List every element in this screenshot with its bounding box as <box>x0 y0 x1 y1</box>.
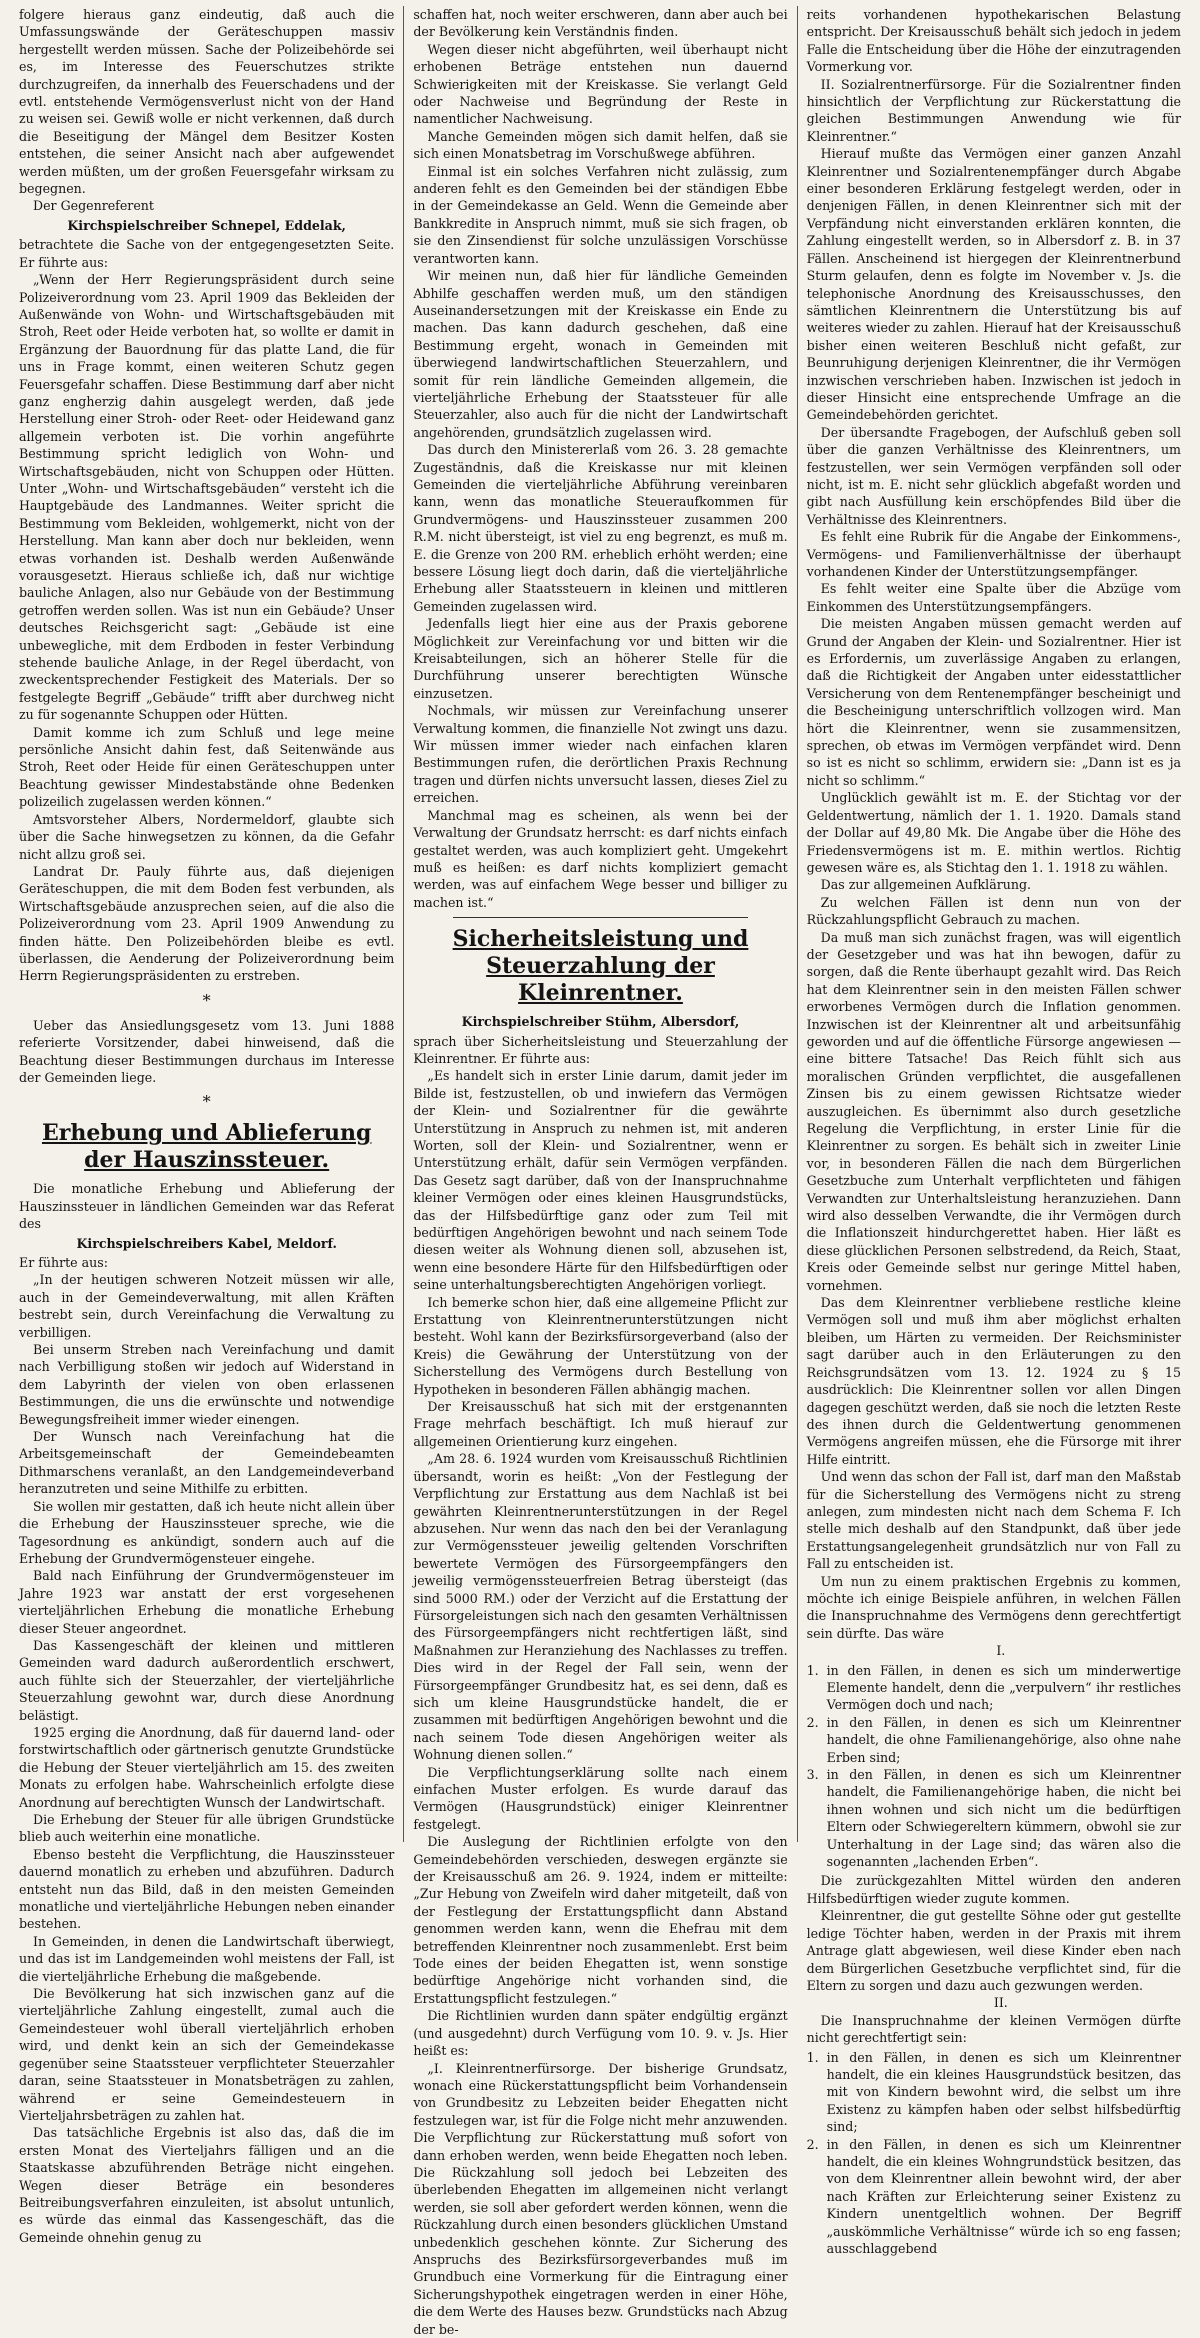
list-item <box>807 1714 1181 1766</box>
paragraph: Manchmal mag es scheinen, als wenn bei der Verwaltung der Grundsatz herrscht: es darf nichts einfach gestaltet werden, was auch kompliziert geht. Umgekehrt muß es heißen: es darf nichts kompliziert gemacht werden, was auf einfachem Wege besser und billiger zu machen ist.“ <box>413 807 787 911</box>
paragraph: Das Kassengeschäft der kleinen und mittleren Gemeinden ward dadurch außerordentlich erschwert, auch fühlte sich der Steuerzahler, der vierteljährliche Steuerzahlung gewohnt war, durch diese Anordnung belästigt. <box>19 1637 394 1724</box>
paragraph: reits vorhandenen hypothekarischen Belastung entspricht. Der Kreisausschuß behält sich jedoch in jedem Falle die Entscheidung über die Höhe der einzutragenden Vormerkung vor. <box>807 6 1181 76</box>
paragraph: Ebenso besteht die Verpflichtung, die Hauszinssteuer dauernd monatlich zu erheben und abzuführen. Dadurch entsteht nun das Bild, daß in den meisten Gemeinden monatliche und vierteljährliche Hebungen neben einander bestehen. <box>19 1846 394 1933</box>
paragraph: Manche Gemeinden mögen sich damit helfen, daß sie sich einen Monatsbetrag im Vorschußwege abführen. <box>413 128 787 163</box>
paragraph: Das durch den Ministererlaß vom 26. 3. 28 gemachte Zugeständnis, daß die Kreiskasse nur mit kleinen Gemeinden die vierteljährliche Abführung vereinbaren kann, wenn das monatliche Steueraufkommen für Grundvermögens- und Hauszinssteuer zusammen 200 R.M. nicht übersteigt, ist viel zu eng begrenzt, es muß m. E. die Grenze von 200 RM. erheblich erhöht werden; eine bessere Lösung liegt doch darin, daß die vierteljährliche Erhebung aller Staatssteuern in kleinen und mittleren Gemeinden zugelassen wird. <box>413 441 787 615</box>
list-item <box>807 1662 1181 1714</box>
speaker-name: Kirchspielschreibers Kabel, Meldorf. <box>19 1235 394 1252</box>
paragraph: Hierauf mußte das Vermögen einer ganzen Anzahl Kleinrentner und Sozialrentenempfänger durch Abgabe einer besonderen Erklärung festgelegt werden, oder in denjenigen Fällen, in denen Kleinrentner sich mit der Verpfändung nicht einverstanden erklären konnten, die Zahlung eingestellt werden, so in Albersdorf z. B. in 37 Fällen. Anscheinend ist hiergegen der Kleinrentnerbund Sturm gelaufen, denn es folgte im November v. Js. die telephonische Anordnung des Kreisausschusses, den sämtlichen Kleinrentnern die Unterstützung bis auf weiteres wieder zu zahlen. Hierauf hat der Kreisausschuß bisher einen weiteren Beschluß nicht gefaßt, zur Beunruhigung derjenigen Kleinrentner, die ihr Vermögen inzwischen verschrieben haben. Inzwischen ist jedoch in dieser Hinsicht eine entsprechende Umfrage an die Gemeindebehörden gerichtet. <box>807 145 1181 424</box>
paragraph: betrachtete die Sache von der entgegengesetzten Seite. Er führte aus: <box>19 236 394 271</box>
paragraph: Nochmals, wir müssen zur Vereinfachung unserer Verwaltung kommen, die finanzielle Not zwingt uns dazu. Wir müssen immer wieder nach einfachen klaren Bestimmungen rufen, die derörtlichen Praxis Rechnung tragen und dürfen nichts unversucht lassen, dieses Ziel zu erreichen. <box>413 702 787 806</box>
paragraph: Wir meinen nun, daß hier für ländliche Gemeinden Abhilfe geschaffen werden muß, um den ständigen Auseinandersetzungen mit der Kreiskasse ein Ende zu machen. Das kann dadurch geschehen, daß eine Bestimmung ergeht, wonach in Gemeinden mit überwiegend landwirtschaftlichen Steuerzahlern, und somit für rein ländliche Gemeinden allgemein, die vierteljährliche Erhebung der Staatssteuer für alle Steuerzahler, also auch für die nicht der Landwirtschaft angehörenden, grundsätzlich zugelassen wird. <box>413 267 787 441</box>
paragraph: „Wenn der Herr Regierungspräsident durch seine Polizeiverordnung vom 23. April 1909 das Bekleiden der Außenwände von Wohn- und Wirtschaftsgebäuden mit Stroh, Reet oder Heide verboten hat, so wollte er damit in Ergänzung der Bauordnung für das platte Land, die für uns in Frage kommt, einen weiteren Schutz gegen Feuersgefahr schaffen. Diese Bestimmung darf aber nicht ganz engherzig dahin ausgelegt werden, daß jede Herstellung einer Stroh- oder Reet- oder Heidewand ganz allgemein verboten ist. Die vorhin angeführte Bestimmung spricht lediglich von Wohn- und Wirtschaftsgebäuden, nicht von Schuppen oder Hütten. Unter „Wohn- und Wirtschaftsgebäuden“ versteht ich die Hauptgebäude des Landmannes. Weiter spricht die Bestimmung vom Bekleiden, wohlgemerkt, nicht von der Herstellung. Man kann aber doch nur bekleiden, wenn etwas vorhanden ist. Deshalb werden Außenwände vorausgesetzt. Hieraus schließe ich, daß nur wichtige bauliche Anlagen, also nur Gebäude von der Bestimmung getroffen werden sollen. Was ist nun ein Gebäude? Unser deutsches Reichsgericht sagt: „Gebäude ist eine unbewegliche, mit dem Erdboden in fester Verbindung stehende bauliche Anlage, in der Regel überdacht, von zweckentsprechender Festigkeit des Materials. Der so festgelegte Begriff „Gebäude“ trifft aber durchweg nicht zu für sogenannte Schuppen oder Hütten. <box>19 271 394 724</box>
numbered-list <box>807 1662 1181 1871</box>
list-text: in den Fällen, in denen es sich um Kleinrentner handelt, die ohne Familienangehörige, also ohne nahe Erben sind; <box>827 1714 1181 1766</box>
paragraph: Der Gegenreferent <box>19 197 394 214</box>
paragraph: Wegen dieser nicht abgeführten, weil überhaupt nicht erhobenen Beträge entstehen nun dauernd Schwierigkeiten mit der Kreiskasse. Sie verlangt Geld oder Nachweise und Begründung der Reste in namentlicher Nachweisung. <box>413 41 787 128</box>
paragraph: Zu welchen Fällen ist denn nun von der Rückzahlungspflicht Gebrauch zu machen. <box>807 894 1181 929</box>
list-item <box>807 2049 1181 2136</box>
paragraph: Landrat Dr. Pauly führte aus, daß diejenigen Geräteschuppen, die mit dem Boden fest verbunden, als Wirtschaftsgebäude anzusprechen seien, auf die also die Polizeiverordnung vom 23. April 1909 Anwendung zu finden hätte. Den Polizeibehörden bleibe es evtl. überlassen, die Aenderung der Polizeiverordnung beim Herrn Regierungspräsidenten zu erstreben. <box>19 863 394 985</box>
paragraph: Das zur allgemeinen Aufklärung. <box>807 876 1181 893</box>
column-3 <box>797 6 1190 1842</box>
speaker-name: Kirchspielschreiber Schnepel, Eddelak, <box>19 217 394 234</box>
paragraph: Der Kreisausschuß hat sich mit der erstgenannten Frage mehrfach beschäftigt. Ich muß hierauf zur allgemeinen Orientierung kurz eingehen. <box>413 1398 787 1450</box>
list-item <box>807 1766 1181 1870</box>
paragraph: Ich bemerke schon hier, daß eine allgemeine Pflicht zur Erstattung von Kleinrentnerunterstützungen nicht besteht. Wohl kann der Bezirksfürsorgeverband (also der Kreis) die Gewährung der Unterstützung von der Sicherstellung des Vermögens durch Bestellung von Hypotheken in besonderen Fällen abhängig machen. <box>413 1294 787 1398</box>
paragraph: Und wenn das schon der Fall ist, darf man den Maßstab für die Sicherstellung des Vermögens nicht zu streng anlegen, zum mindesten nicht nach dem Schema F. Ich stelle mich deshalb auf den Standpunkt, daß über jede Erstattungsangelegenheit grundsätzlich nur von Fall zu Fall zu entscheiden ist. <box>807 1468 1181 1572</box>
paragraph: Damit komme ich zum Schluß und lege meine persönliche Ansicht dahin fest, daß Seitenwände aus Stroh, Reet oder Heide für einen Geräteschuppen unter Beachtung gewisser Mindestabstände ohne Bedenken polizeilich zugelassen werden können.“ <box>19 724 394 811</box>
paragraph: „In der heutigen schweren Notzeit müssen wir alle, auch in der Gemeindeverwaltung, mit allen Kräften bestrebt sein, durch Vereinfachung die Verwaltung zu verbilligen. <box>19 1271 394 1341</box>
list-number: 3. <box>807 1766 827 1870</box>
paragraph: Die zurückgezahlten Mittel würden den anderen Hilfsbedürftigen wieder zugute kommen. <box>807 1872 1181 1907</box>
paragraph: Das tatsächliche Ergebnis ist also das, daß die im ersten Monat des Vierteljahrs fälligen und an die Staatskasse abzuführenden Beträge nicht eingehen. Wegen dieser Beträge ein besonderes Beitreibungsverfahren einzuleiten, ist absolut untunlich, es würde das einmal das Kassengeschäft, das die Gemeinde ohnehin genug zu <box>19 2124 394 2246</box>
paragraph: folgere hieraus ganz eindeutig, daß auch die Umfassungswände der Geräteschuppen massiv hergestellt werden müssen. Sache der Polizeibehörde sei es, im Interesse des Feuerschutzes strikte durchzugreifen, da innerhalb des Feuerschadens und der evtl. entstehende Vermögensverlust nicht von der Hand zu weisen sei. Gewiß wolle er nicht verkennen, daß durch die Beseitigung der Mängel dem Besitzer Kosten entstehen, die seiner Ansicht nach aber aufgewendet werden müßten, um der großen Feuersgefahr wirksam zu begegnen. <box>19 6 394 197</box>
paragraph: Ueber das Ansiedlungsgesetz vom 13. Juni 1888 referierte Vorsitzender, dabei hinweisend, daß die Beachtung dieser Bestimmungen durchaus im Interesse der Gemeinden liege. <box>19 1017 394 1087</box>
paragraph: Die Auslegung der Richtlinien erfolgte von den Gemeindebehörden verschieden, deswegen ergänzte sie der Kreisausschuß am 26. 9. 1924, indem er mitteilte: „Zur Hebung von Zweifeln wird daher mitgeteilt, daß von der Festlegung der Erstattungspflicht dann Abstand genommen werden kann, wenn die Ehefrau mit dem betreffenden Kleinrentner noch zusammenlebt. Erst beim Tode eines der beiden Ehegatten ist, wenn sonstige bedürftige Angehörige nicht vorhanden sind, die Erstattungspflicht festzulegen.“ <box>413 1833 787 2007</box>
paragraph: Bei unserm Streben nach Vereinfachung und damit nach Verbilligung stoßen wir jedoch auf Widerstand in dem Labyrinth der vielen von oben erlassenen Bestimmungen, die uns die erwünschte und notwendige Bewegungsfreiheit immer wieder einengen. <box>19 1341 394 1428</box>
list-item <box>807 2136 1181 2258</box>
paragraph: Es fehlt weiter eine Spalte über die Abzüge vom Einkommen des Unterstützungsempfängers. <box>807 580 1181 615</box>
paragraph: Der Wunsch nach Vereinfachung hat die Arbeitsgemeinschaft der Gemeindebeamten Dithmarschens veranlaßt, an den Landgemeindeverband heranzutreten und seine Mithilfe zu erbitten. <box>19 1428 394 1498</box>
column-1 <box>10 6 403 1842</box>
paragraph: Die Bevölkerung hat sich inzwischen ganz auf die vierteljährliche Zahlung eingestellt, zumal auch die Gemeindesteuer wohl überall vierteljährlich erhoben wird, und denkt kein an sich der Gemeindekasse gegenüber seine Staatssteuer verpflichteter Steuerzahler daran, seine Staatssteuer in Monatsbeträgen zu zahlen, während er seine Gemeindesteuern in Vierteljahrsbeträgen zu zahlen hat. <box>19 1985 394 2124</box>
list-text: in den Fällen, in denen es sich um Kleinrentner handelt, die ein kleines Hausgrundstück besitzen, das mit von Kindern bewohnt wird, die selbst um ihre Existenz zu kämpfen haben oder selbst hilfsbedürftig sind; <box>827 2049 1181 2136</box>
paragraph: Unglücklich gewählt ist m. E. der Stichtag vor der Geldentwertung, nämlich der 1. 1. 1920. Damals stand der Dollar auf 49,80 Mk. Die Angabe über die Höhe des Friedensvermögens ist m. E. mithin wertlos. Richtig gewesen wäre es, als Stichtag den 1. 1. 1918 zu wählen. <box>807 789 1181 876</box>
paragraph: „I. Kleinrentnerfürsorge. Der bisherige Grundsatz, wonach eine Rückerstattungspflicht beim Vorhandensein von Grundbesitz zu Lebzeiten beider Ehegatten nicht festzulegen war, ist für die Folge nicht mehr anzuwenden. Die Verpflichtung zur Rückerstattung muß sofort von dann erhoben werden, wenn beide Ehegatten noch leben. Die Rückzahlung soll jedoch bei Lebzeiten des überlebenden Ehegatten im allgemeinen nicht verlangt werden, sie soll aber gefordert werden können, wenn die Rückzahlung durch einen besonders glücklichen Umstand unbedenklich geschehen könnte. Zur Sicherung des Anspruchs des Bezirksfürsorgeverbandes muß im Grundbuch eine Vormerkung für die Eintragung einer Sicherungshypothek eingetragen werden in einer Höhe, die dem Werte des Hauses bezw. Grundstücks nach Abzug der be- <box>413 2060 787 2338</box>
paragraph: Bald nach Einführung der Grundvermögensteuer im Jahre 1923 war anstatt der erst vorgesehenen vierteljährlichen Erhebung die monatliche Erhebung dieser Steuer angeordnet. <box>19 1567 394 1637</box>
paragraph: II. Sozialrentnerfürsorge. Für die Sozialrentner finden hinsichtlich der Verpflichtung zur Rückerstattung die gleichen Bestimmungen Anwendung wie für Kleinrentner.“ <box>807 76 1181 146</box>
paragraph: Da muß man sich zunächst fragen, was will eigentlich der Gesetzgeber und was hat ihn bewogen, dafür zu sorgen, daß die Rente überhaupt gezahlt wird. Das Reich hat dem Kleinrentner sein in den meisten Fällen schwer erworbenes Vermögen durch die Inflation genommen. Inzwischen ist der Kleinrentner alt und arbeitsunfähig geworden und auf die öffentliche Fürsorge angewiesen — eine bittere Tatsache! Das Reich fühlt sich aus moralischen Gründen verpflichtet, die ausgefallenen Zinsen bis zu einem gewissen Richtsatze wieder auszugleichen. Es übernimmt also durch gesetzliche Regelung die Verpflichtung, in erster Linie für die Kleinrentner zu sorgen. Es behält sich in zweiter Linie vor, in besonderen Fällen die nach dem Bürgerlichen Gesetzbuche zum Unterhalt verpflichteten und fähigen Verwandten zur Unterhaltsleistung heranzuziehen. Dann wird also desselben Verwandte, die ihr Vermögen durch die Inflationszeit hindurchgerettet haben. Hier läßt es diese glücklichen Personen selbstredend, da Reich, Staat, Kreis oder Gemeinde selbst nur geringe Mittel haben, vornehmen. <box>807 929 1181 1295</box>
article-heading: Erhebung und Ablieferung der Hauszinssteuer. <box>19 1120 394 1174</box>
paragraph: „Am 28. 6. 1924 wurden vom Kreisausschuß Richtlinien übersandt, worin es heißt: „Von der Festlegung der Verpflichtung zur Erstattung aus dem Nachlaß ist bei gewährten Kleinrentnerunterstützungen in der Regel abzusehen. Nur wenn das nach den bei der Veranlagung zur Vermögenssteuer jeweilig geltenden Vorschriften bewertete Vermögen des Fürsorgeempfängers den jeweilig vermögenssteuerfreien Betrag übersteigt (das sind 5000 RM.) oder der Verzicht auf die Erstattung der Fürsorgeleistungen sich nach den gesamten Verhältnissen des Fürsorgeempfängers nicht rechtfertigen läßt, sind Maßnahmen zur Heranziehung des Nachlasses zu treffen. Dies wird in der Regel der Fall sein, wenn der Fürsorgeempfänger Grundbesitz hat, es sei denn, daß es sich um kleine Hausgrundstücke handelt, die er zusammen mit bedürftigen Angehörigen bewohnt und die nach seinem Tode diesen Angehörigen weiter als Wohnung dienen sollen.“ <box>413 1450 787 1763</box>
numbered-list <box>807 2049 1181 2258</box>
paragraph: 1925 erging die Anordnung, daß für dauernd land- oder forstwirtschaftlich oder gärtnerisch genutzte Grundstücke die Hebung der Steuer vierteljährlich am 15. des zweiten Monats zu erfolgen habe. Wahrscheinlich erfolgte diese Anordnung auf berechtigten Wunsch der Landwirtschaft. <box>19 1724 394 1811</box>
roman-numeral: I. <box>807 1642 1181 1659</box>
section-separator: * <box>19 991 394 1011</box>
paragraph: Die Richtlinien wurden dann später endgültig ergänzt (und ausgedehnt) durch Verfügung vom 10. 9. v. Js. Hier heißt es: <box>413 2007 787 2059</box>
article-heading: Sicherheitsleistung und Steuerzahlung der Kleinrentner. <box>413 926 787 1007</box>
column-2 <box>403 6 796 1842</box>
speaker-name: Kirchspielschreiber Stühm, Albersdorf, <box>413 1013 787 1030</box>
list-number: 2. <box>807 1714 827 1766</box>
paragraph: Die monatliche Erhebung und Ablieferung der Hauszinssteuer in ländlichen Gemeinden war das Referat des <box>19 1180 394 1232</box>
list-number: 1. <box>807 2049 827 2136</box>
paragraph: Einmal ist ein solches Verfahren nicht zulässig, zum anderen fehlt es den Gemeinden bei der ständigen Ebbe in der Gemeindekasse an Geld. Wenn die Gemeinde aber Bankkredite in Anspruch nimmt, muß sie sich fragen, ob sie den Zinsendienst für solche unzulässigen Vorschüsse verantworten kann. <box>413 163 787 267</box>
section-rule <box>453 917 747 918</box>
paragraph: In Gemeinden, in denen die Landwirtschaft überwiegt, und das ist im Landgemeinden wohl meistens der Fall, ist die vierteljährliche Erhebung die maßgebende. <box>19 1933 394 1985</box>
paragraph: Kleinrentner, die gut gestellte Söhne oder gut gestellte ledige Töchter haben, werden in der Praxis mit ihrem Antrage glatt abgewiesen, weil diese Kinder eben nach dem Bürgerlichen Gesetzbuche verpflichtet sind, für die Eltern zu sorgen und dazu auch gezwungen werden. <box>807 1907 1181 1994</box>
paragraph: schaffen hat, noch weiter erschweren, dann aber auch bei der Bevölkerung kein Verständnis finden. <box>413 6 787 41</box>
paragraph: sprach über Sicherheitsleistung und Steuerzahlung der Kleinrentner. Er führte aus: <box>413 1033 787 1068</box>
paragraph: Die meisten Angaben müssen gemacht werden auf Grund der Angaben der Klein- und Sozialrentner. Hier ist es Erfordernis, um zuverlässige Angaben zu erlangen, daß die Richtigkeit der Angaben unter eidesstattlicher Versicherung von dem Rentenempfänger bescheinigt und die Bescheinigung unterschriftlich vollzogen wird. Man hört die Kleinrentner, wenn sie zusammensitzen, sprechen, ob etwas im Vermögen verpfändet wird. Denn so ist es nicht so schlimm, erwidern sie: „Dann ist es ja nicht so schlimm.“ <box>807 615 1181 789</box>
section-separator: * <box>19 1092 394 1112</box>
paragraph: Die Verpflichtungserklärung sollte nach einem einfachen Muster erfolgen. Es wurde darauf das Vermögen (Hausgrundstück) einiger Kleinrentner festgelegt. <box>413 1764 787 1834</box>
paragraph: „Es handelt sich in erster Linie darum, damit jeder im Bilde ist, festzustellen, ob und inwiefern das Vermögen der Klein- und Sozialrentner für die gewährte Unterstützung in Anspruch zu nehmen ist, mit anderen Worten, soll der Klein- und Sozialrentner, wenn er Unterstützung erhält, dafür sein Vermögen verpfänden. Das Gesetz sagt darüber, daß von der Inanspruchnahme kleiner Vermögen oder eines kleinen Hausgrundstücks, das der Hilfsbedürftige ganz oder zum Teil mit bedürftigen Angehörigen bewohnt und nach seinem Tode diesen weiter als Wohnung dienen soll, abzusehen ist, wenn eine besondere Härte für den Hilfsbedürftigen oder seine unterhaltungsberechtigten Angehörigen vorliegt. <box>413 1067 787 1293</box>
paragraph: Jedenfalls liegt hier eine aus der Praxis geborene Möglichkeit zur Vereinfachung vor und bitten wir die Kreisabteilungen, sich an höherer Stelle für die Durchführung unserer berechtigten Wünsche einzusetzen. <box>413 615 787 702</box>
paragraph: Die Inanspruchnahme der kleinen Vermögen dürfte nicht gerechtfertigt sein: <box>807 2012 1181 2047</box>
paragraph: Es fehlt eine Rubrik für die Angabe der Einkommens-, Vermögens- und Familienverhältnisse der überhaupt vorhandenen Kinder der Unterstützungsempfänger. <box>807 528 1181 580</box>
paragraph: Um nun zu einem praktischen Ergebnis zu kommen, möchte ich einige Beispiele anführen, in welchen Fällen die Inanspruchnahme des Vermögens denn gerechtfertigt sein dürfte. Das wäre <box>807 1573 1181 1643</box>
paragraph: Sie wollen mir gestatten, daß ich heute nicht allein über die Erhebung der Hauszinssteuer spreche, wie die Tagesordnung es ankündigt, sondern auch auf die Erhebung der Grundvermögensteuer eingehe. <box>19 1498 394 1568</box>
roman-numeral: II. <box>807 1994 1181 2011</box>
list-number: 2. <box>807 2136 827 2258</box>
list-text: in den Fällen, in denen es sich um Kleinrentner handelt, die ein kleines Wohngrundstück besitzen, das von dem Kleinrentner allein bewohnt wird, der aber nach Kräften zur Erleichterung seiner Existenz zu Kindern unentgeltlich wohnen. Der Begriff „auskömmliche Verhältnisse“ würde ich so eng fassen; ausschlaggebend <box>827 2136 1181 2258</box>
paragraph: Die Erhebung der Steuer für alle übrigen Grundstücke blieb auch weiterhin eine monatliche. <box>19 1811 394 1846</box>
paragraph: Er führte aus: <box>19 1254 394 1271</box>
list-number: 1. <box>807 1662 827 1714</box>
paragraph: Das dem Kleinrentner verbliebene restliche kleine Vermögen soll und muß ihm aber möglichst erhalten bleiben, um Härten zu vermeiden. Der Reichsminister sagt darüber auch in den Erläuterungen zu den Reichsgrundsätzen vom 13. 12. 1924 zu § 15 ausdrücklich: Die Kleinrentner sollen vor allen Dingen dagegen geschützt werden, daß sie noch die letzten Reste des ihnen durch die Geldentwertung genommenen Vermögens angreifen müssen, ehe die Fürsorge mit ihrer Hilfe eintritt. <box>807 1294 1181 1468</box>
list-text: in den Fällen, in denen es sich um Kleinrentner handelt, die Familienangehörige haben, die nicht bei ihnen wohnen und sich nicht um die bedürftigen Eltern oder Schwiegereltern kümmern, obwohl sie zur Unterhaltung in der Lage sind; das wären also die sogenannten „lachenden Erben“. <box>827 1766 1181 1870</box>
paragraph: Amtsvorsteher Albers, Nordermeldorf, glaubte sich über die Sache hinwegsetzen zu können, da die Gefahr nicht allzu groß sei. <box>19 811 394 863</box>
paragraph: Der übersandte Fragebogen, der Aufschluß geben soll über die ganzen Verhältnisse des Kleinrentners, um festzustellen, wer sein Vermögen verpfänden soll oder nicht, ist m. E. nicht sehr glücklich abgefaßt worden und gibt nach Ausfüllung kein erschöpfendes Bild über die Verhältnisse des Kleinrentners. <box>807 424 1181 528</box>
list-text: in den Fällen, in denen es sich um minderwertige Elemente handelt, denn die „verpulvern“ ihr restliches Vermögen doch und nach; <box>827 1662 1181 1714</box>
